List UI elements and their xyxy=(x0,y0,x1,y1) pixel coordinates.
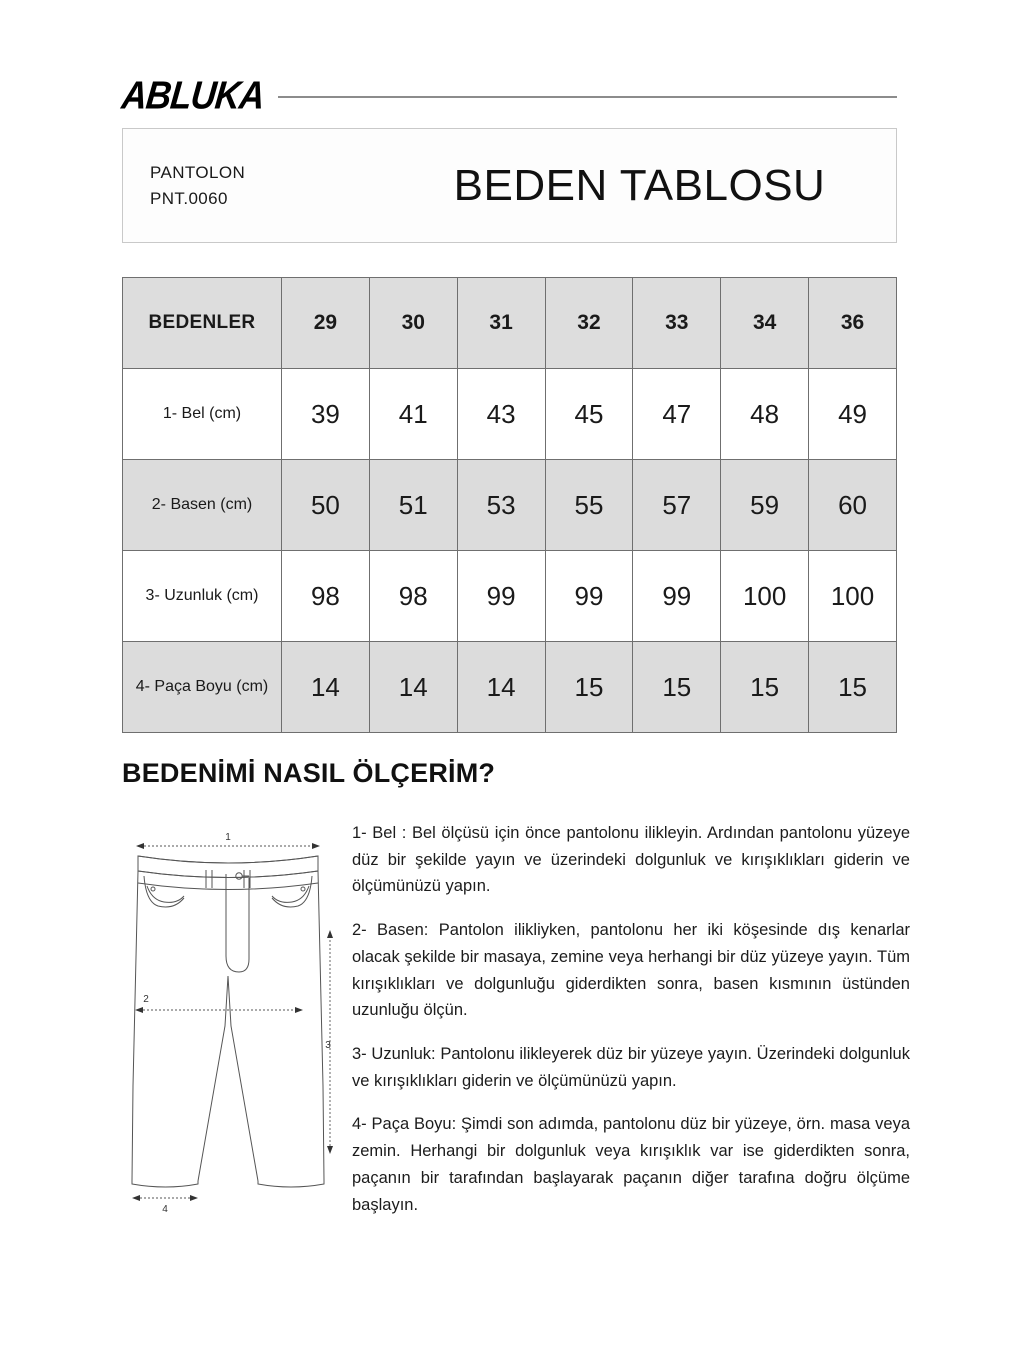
table-row xyxy=(123,369,897,460)
instruction-paragraph: 1- Bel : Bel ölçüsü için önce pantolonu ilikleyin. Ardından pantolonu yüzeye düz bir şekilde yayın ve üzerindeki dolgunluk ve kırışıklıkları giderin ve ölçümünüzü yapın. xyxy=(352,824,910,896)
row-label: 4- Paça Boyu (cm) xyxy=(123,642,282,733)
table-cell: 99 xyxy=(457,551,545,642)
measure-section-body xyxy=(122,820,910,1261)
instruction-paragraph: 4- Paça Boyu: Şimdi son adımda, pantolonu düz bir yüzeye, örn. masa veya zemin. Herhangi bir dolgunluk veya kırışıklık var ise giderdikten sonra, paçanın bir tarafından başlayarak paçanın diğer tarafına doğru ölçüme başlayın. xyxy=(352,1115,910,1214)
pants-technical-drawing-svg xyxy=(122,826,334,1256)
table-row xyxy=(123,551,897,642)
row-label: 3- Uzunluk (cm) xyxy=(123,551,282,642)
table-cell: 98 xyxy=(369,551,457,642)
figure-marker-2: 2 xyxy=(143,994,149,1005)
figure-marker-1: 1 xyxy=(225,832,231,843)
measure-section-heading: BEDENİMİ NASIL ÖLÇERİM? xyxy=(122,758,496,788)
table-cell: 59 xyxy=(721,460,809,551)
table-cell: 60 xyxy=(809,460,897,551)
table-cell: 14 xyxy=(282,642,370,733)
table-cell: 15 xyxy=(721,642,809,733)
table-header-label: BEDENLER xyxy=(123,278,282,369)
table-cell: 15 xyxy=(633,642,721,733)
table-cell: 15 xyxy=(545,642,633,733)
pants-diagram xyxy=(122,820,344,1261)
table-header-row xyxy=(123,278,897,369)
product-code: PNT.0060 xyxy=(150,188,228,208)
row-label: 1- Bel (cm) xyxy=(123,369,282,460)
table-cell: 45 xyxy=(545,369,633,460)
table-header-size: 36 xyxy=(809,278,897,369)
table-cell: 48 xyxy=(721,369,809,460)
table-cell: 100 xyxy=(809,551,897,642)
page-title: BEDEN TABLOSU xyxy=(453,160,826,210)
table-cell: 99 xyxy=(545,551,633,642)
brand-logo: ABLUKA xyxy=(119,73,267,117)
table-header-size: 34 xyxy=(721,278,809,369)
table-cell: 43 xyxy=(457,369,545,460)
title-box xyxy=(122,128,897,243)
table-header-size: 33 xyxy=(633,278,721,369)
table-cell: 57 xyxy=(633,460,721,551)
row-label: 2- Basen (cm) xyxy=(123,460,282,551)
table-cell: 98 xyxy=(282,551,370,642)
table-cell: 41 xyxy=(369,369,457,460)
table-header-size: 32 xyxy=(545,278,633,369)
table-cell: 50 xyxy=(282,460,370,551)
table-cell: 55 xyxy=(545,460,633,551)
product-category: PANTOLON xyxy=(150,162,246,182)
product-identity xyxy=(123,163,423,209)
table-header-size: 29 xyxy=(282,278,370,369)
table-cell: 14 xyxy=(457,642,545,733)
table-header-size: 30 xyxy=(369,278,457,369)
instruction-paragraph: 3- Uzunluk: Pantolonu ilikleyerek düz bir yüzeye yayın. Üzerindeki dolgunluk ve kırışıklıkları giderin ve ölçümünüzü yapın. xyxy=(352,1045,910,1090)
size-table xyxy=(122,277,897,733)
table-cell: 100 xyxy=(721,551,809,642)
table-row xyxy=(123,642,897,733)
header-divider-line xyxy=(278,96,897,98)
table-cell: 99 xyxy=(633,551,721,642)
instruction-paragraph: 2- Basen: Pantolon ilikliyken, pantolonu her iki köşesinde dış kenarlar olacak şekilde bir masaya, zemine veya herhangi bir düz yüzeye yayın. Tüm kırışıklıkları ve dolgunluğu giderdikten sonra, basen kısmının üstünden uzunluğu ölçün. xyxy=(352,921,910,1020)
table-cell: 49 xyxy=(809,369,897,460)
table-row xyxy=(123,460,897,551)
figure-marker-3: 3 xyxy=(325,1040,331,1051)
table-cell: 15 xyxy=(809,642,897,733)
figure-marker-4: 4 xyxy=(162,1204,168,1215)
page-header xyxy=(119,73,897,117)
table-cell: 39 xyxy=(282,369,370,460)
table-cell: 14 xyxy=(369,642,457,733)
measure-instructions xyxy=(344,820,910,1261)
table-cell: 47 xyxy=(633,369,721,460)
table-cell: 53 xyxy=(457,460,545,551)
table-header-size: 31 xyxy=(457,278,545,369)
table-cell: 51 xyxy=(369,460,457,551)
